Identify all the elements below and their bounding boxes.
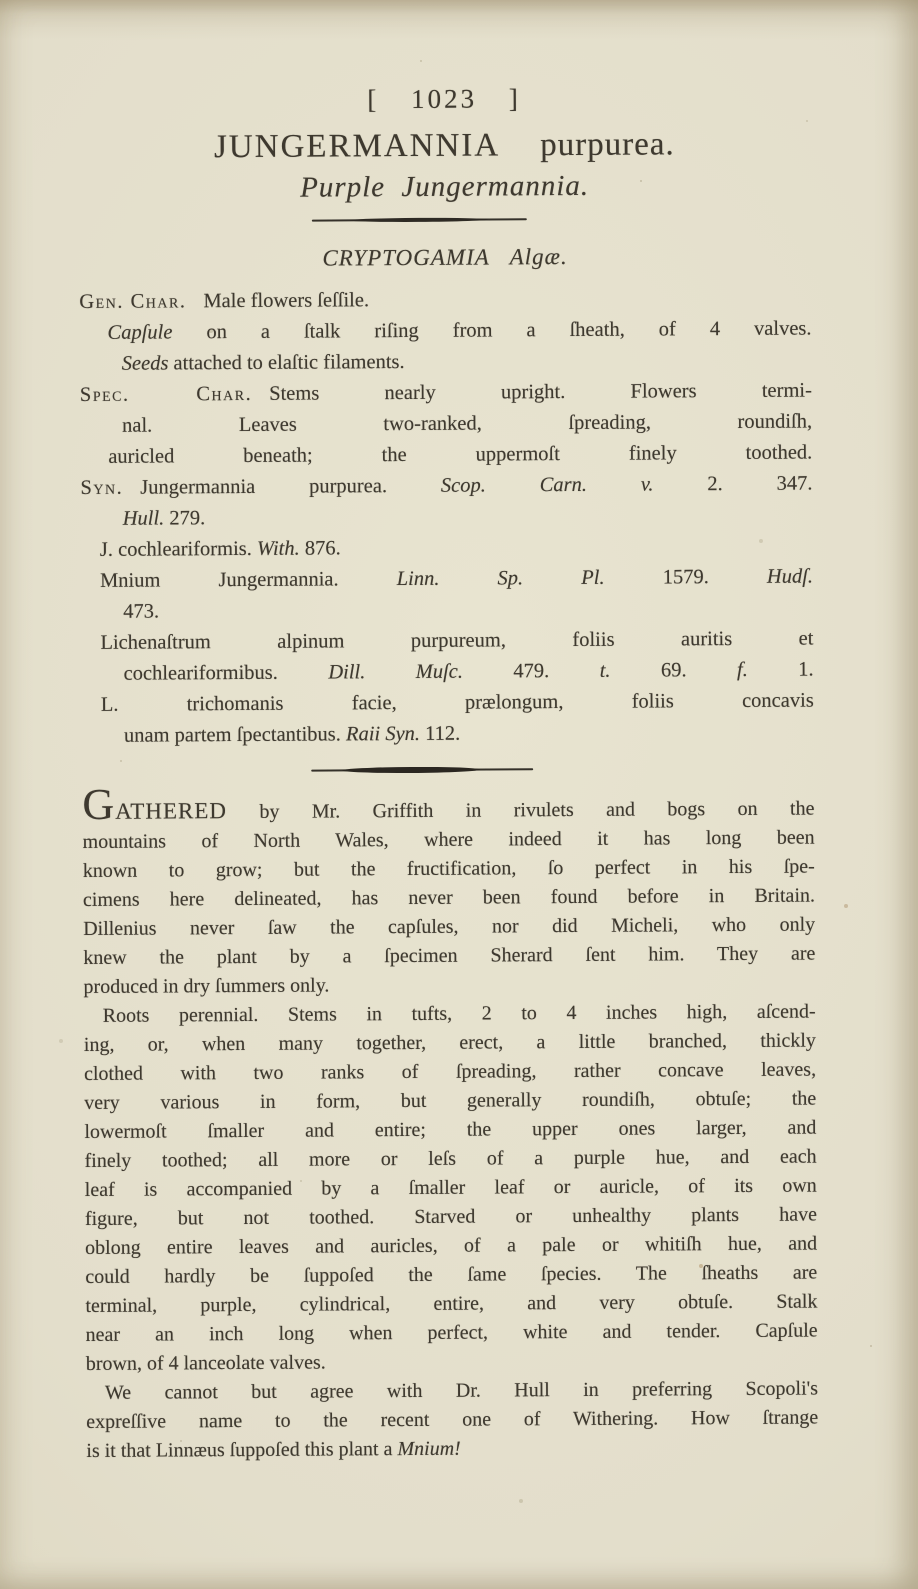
text-run: 69. [610,658,738,682]
section-divider-rule [311,766,533,773]
text-run: 479. [462,659,600,683]
text-run: Syn. [80,476,124,499]
text-run: 1. [747,658,814,681]
text-run: oblong entire leaves and auricles, of a pale or whitiſh hue, and [85,1232,818,1259]
text-run: Spec. Char. [79,382,253,406]
text-run: Raii Syn. [345,722,421,746]
genus-name: JUNGERMANNIA [213,127,501,166]
text-run: unam partem ſpectantibus. [123,723,347,747]
text-line [86,1317,818,1350]
text-run: produced in dry ſummers only. [83,974,330,998]
common-name: Purple Jungermannia. [300,169,590,204]
page-content [78,80,818,1466]
text-run: Jungermannia purpurea. [140,474,441,499]
text-line [84,1056,816,1089]
drop-cap: G [82,779,116,829]
paragraph [84,998,818,1379]
text-run: near an inch long when perfect, white and tender. Capſule [85,1319,818,1346]
synopsis-section [79,283,814,752]
text-run: Dill. Muſc. [328,660,464,684]
text-line [83,824,815,857]
text-run: Dillenius never ſaw the capſules, nor did Micheli, who only [83,913,816,940]
text-run: With. [256,537,300,560]
text-line [84,1027,816,1060]
paragraph [86,1375,819,1466]
paper-specks [0,0,2,2]
text-line [86,1375,818,1408]
text-run: terminal, purple, cylindrical, entire, and very obtuſe. Stalk [85,1290,818,1317]
text-run: very various in form, but generally roundiſh, obtuſe; the [84,1087,817,1114]
text-line [79,283,811,318]
page-number: [ 1023 ] [367,83,521,115]
ornamental-rule-top [311,217,526,222]
paragraph [82,779,816,1002]
classification-order: CRYPTOGAMIA [322,244,490,271]
text-line [85,1288,817,1321]
text-line [82,779,815,829]
text-line [83,940,815,973]
classification-class: Algæ. [509,244,568,270]
text-run: clothed with two ranks of ſpreading, rather concave leaves, [83,1058,817,1085]
text-run: f. [736,658,748,681]
text-run: expreſſive name to the recent one of Withering. How ſtrange [86,1406,819,1433]
species-title [78,122,810,170]
text-line [81,500,813,535]
text-line [82,655,814,690]
text-run: on a ſtalk riſing from a ſheath, of 4 valves. [172,317,812,344]
text-run: auricled beneath; the uppermoſt finely toothed. [108,441,813,468]
text-run: cochleariformibus. [123,661,329,685]
text-run: ing, or, when many together, erect, a little branched, thickly [83,1029,816,1056]
text-run: 876. [299,537,341,560]
text-run: 2. 347. [653,472,813,496]
description-section [82,779,819,1466]
text-run: could hardly be ſuppoſed the ſame ſpecies. The ſheaths are [85,1261,818,1288]
text-run: by Mr. Griffith in rivulets and bogs on the [226,797,815,824]
text-line [80,469,812,504]
text-run: finely toothed; all more or leſs of a purple hue, and each [84,1145,817,1172]
text-run: nal. Leaves two-ranked, ſpreading, roundiſh, [122,410,813,437]
text-line [85,1230,817,1263]
text-line [80,407,812,442]
classification-line [79,241,811,275]
text-run: Mnium Jungermannia. [99,568,397,592]
text-line [81,593,813,628]
text-run: brown, of 4 lanceolate valves. [85,1351,326,1375]
text-run: cimens here delineated, has never been found before in Britain. [82,884,816,911]
text-line [83,853,815,886]
text-run: Hudſ. [766,565,814,588]
text-line [83,969,815,1002]
text-line [80,376,812,411]
text-run: Gen. Char. [79,290,187,313]
text-run: L. trichomanis facie, prælongum, foliis concavis [100,689,814,716]
species-epithet: purpurea. [540,126,675,164]
text-run: 473. [123,600,160,623]
text-line [83,882,815,915]
text-line [84,998,816,1031]
text-run: Roots perennial. Stems in tufts, 2 to 4 inches high, aſcend- [102,1000,816,1027]
text-run: We cannot but agree with Dr. Hull in preferring Scopoli's [104,1377,819,1404]
text-run: figure, but not toothed. Starved or unhealthy plants have [84,1203,817,1230]
text-run: Scop. Carn. v. [440,473,654,497]
rule-swell [342,767,480,774]
text-line [86,1404,818,1437]
text-run: mountains of North Wales, where indeed it has long been [82,826,815,853]
text-run: Capſule [107,321,173,344]
text-line [80,345,812,380]
text-run: is it that Linnæus ſuppoſed this plant a [86,1438,398,1462]
text-line [82,717,814,752]
text-run: 1579. [604,565,767,589]
text-run: Seeds [121,352,169,375]
text-run: knew the plant by a ſpecimen Sherard ſent him. They are [83,942,816,969]
text-run: ATHERED [115,798,228,824]
text-line [85,1172,817,1205]
text-run: Lichenaſtrum alpinum purpureum, foliis auritis et [100,627,814,654]
text-line [81,624,813,659]
text-line [86,1346,818,1379]
text-run: Linn. Sp. Pl. [396,566,605,591]
text-line [83,911,815,944]
text-run: 279. [164,507,206,530]
text-line [79,314,811,349]
text-run: Male flowers ſeſſile. [203,289,370,313]
text-line [84,1114,816,1147]
text-run: J. cochleariformis. [99,537,258,561]
text-line [81,531,813,566]
text-line [82,686,814,721]
text-run: lowermoſt ſmaller and entire; the upper ones larger, and [84,1116,817,1143]
text-line [81,562,813,597]
text-line [85,1201,817,1234]
text-run: known to grow; but the fructification, ſo perfect in his ſpe- [82,855,815,882]
text-run: leaf is accompanied by a ſmaller leaf or auricle, of its own [84,1174,817,1201]
text-line [84,1085,816,1118]
text-line [80,438,812,473]
rule-swell [350,218,488,223]
text-run: Stems nearly upright. Flowers termi- [269,379,812,405]
text-run: Hull. [122,507,165,530]
text-run: attached to elaſtic filaments. [168,351,405,375]
text-run: t. [599,659,611,682]
text-line [84,1143,816,1176]
text-run: Mnium! [397,1437,461,1461]
text-run: 112. [419,722,461,745]
text-line [86,1433,818,1466]
text-line [85,1259,817,1292]
